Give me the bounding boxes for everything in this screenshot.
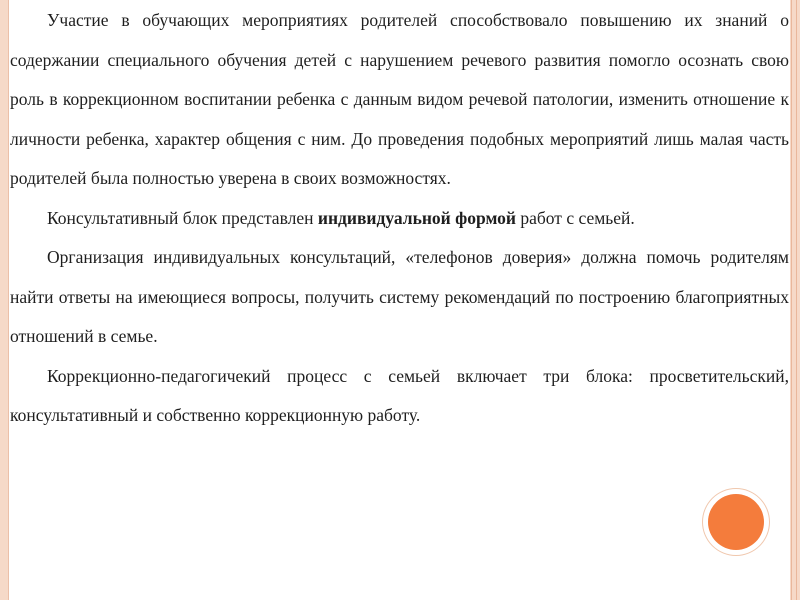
paragraph-consultative-block	[10, 199, 789, 239]
right-border-line	[791, 0, 792, 600]
paragraph-text: Консультативный блок представлен	[47, 207, 318, 228]
paragraph-consultations: Организация индивидуальных консультаций, «телефонов доверия» должна помочь родителям найти ответы на имеющиеся вопросы, получить систему рекомендаций по построению благоприятных отношений в семье.	[10, 247, 789, 346]
emphasis-individual-form: индивидуальной формой	[317, 207, 516, 228]
paragraph-correction-process: Коррекционно-педагогичекий процесс с семьей включает три блока: просветительский, консультативный и собственно коррекционную работу.	[10, 365, 789, 425]
paragraph-participation: Участие в обучающих мероприятиях родителей способствовало повышению их знаний о содержании специального обучения детей с нарушением речевого развития помогло осознать свою роль в коррекционном воспитании ребенка с данным видом речевой патологии, изменить отношение к личности ребенка, характер общения с ним. До проведения подобных мероприятий лишь малая часть родителей была полностью уверена в своих возможностях.	[10, 10, 789, 188]
slide-text-body	[10, 1, 789, 436]
left-decorative-border	[0, 0, 8, 600]
right-border-line	[796, 0, 797, 600]
left-border-line	[8, 0, 9, 600]
orange-circle-decoration	[708, 494, 764, 550]
paragraph-text: работ с семьей.	[515, 207, 635, 228]
